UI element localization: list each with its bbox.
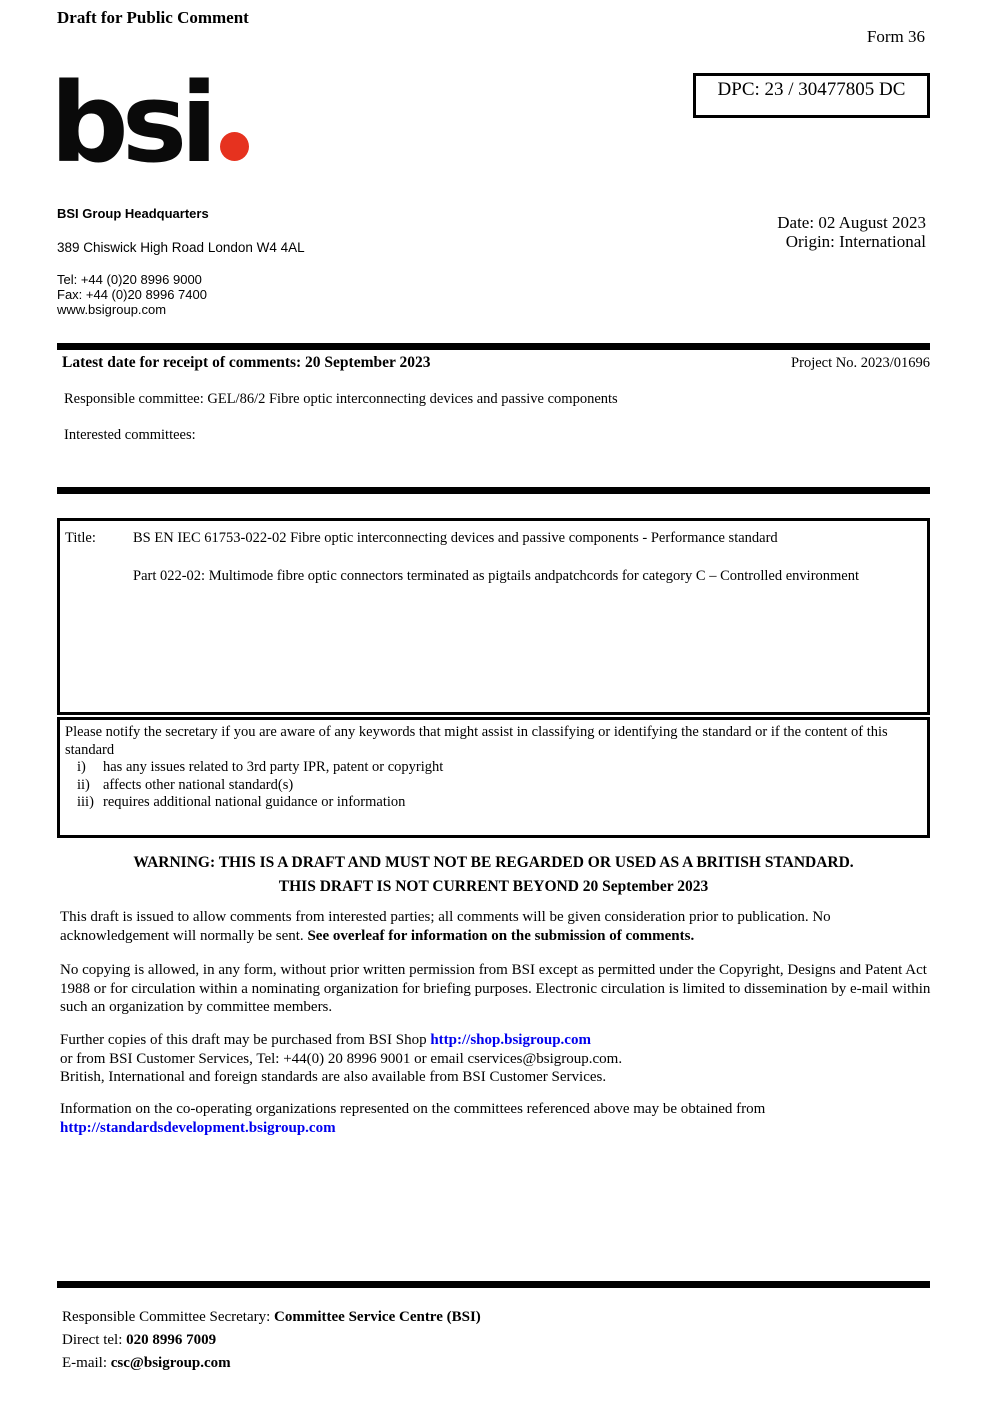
- dpc-number: DPC: 23 / 30477805 DC: [717, 79, 906, 100]
- draft-warning: [57, 851, 930, 898]
- further-copies-line: [60, 1031, 932, 1050]
- date-origin-block: [777, 213, 926, 251]
- coop-info-text: Information on the co-operating organizations represented on the committees referenced above may be obtained from: [60, 1101, 766, 1117]
- bsi-address-block: [57, 206, 305, 317]
- paragraph-draft-issued: [60, 908, 932, 945]
- draft-for-public-comment-heading: Draft for Public Comment: [57, 8, 249, 27]
- list-item: [65, 777, 921, 795]
- email-value: csc@bsigroup.com: [110, 1355, 231, 1371]
- list-item-text: requires additional national guidance or information: [103, 794, 406, 810]
- british-standards-line: British, International and foreign standards are also available from BSI Customer Services.: [60, 1069, 607, 1085]
- hq-tel: Tel: +44 (0)20 8996 9000: [57, 272, 202, 287]
- origin-line: Origin: International: [785, 232, 926, 251]
- draft-issued-text: This draft is issued to allow comments from interested parties; all comments will be given consideration prior to publication. No acknowledgement will normally be sent.: [60, 909, 831, 944]
- list-item: [65, 759, 921, 777]
- standard-part-line: Part 022-02: Multimode fibre optic connectors terminated as pigtails andpatchcords for category C – Controlled environment: [133, 568, 860, 584]
- secretary-line: [62, 1306, 481, 1329]
- list-marker: iii): [77, 794, 94, 810]
- hq-name: BSI Group Headquarters: [57, 206, 209, 221]
- list-marker: i): [77, 759, 86, 775]
- latest-date-for-comments: Latest date for receipt of comments: 20 September 2023: [62, 354, 431, 371]
- hq-street: 389 Chiswick High Road London W4 4AL: [57, 240, 305, 255]
- project-number: Project No. 2023/01696: [791, 355, 930, 371]
- form-number: Form 36: [866, 27, 925, 46]
- see-overleaf-bold-text: See overleaf for information on the submission of comments.: [307, 927, 695, 944]
- bsi-shop-link[interactable]: http://shop.bsigroup.com: [430, 1032, 591, 1048]
- footer-contact-block: [62, 1306, 481, 1375]
- title-label: Title:: [65, 530, 96, 546]
- keywords-intro: Please notify the secretary if you are aware of any keywords that might assist in classifying or identifying the standard or if the content of this standard: [65, 724, 888, 758]
- customer-services-line: or from BSI Customer Services, Tel: +44(0) 20 8996 9001 or email cservices@bsigroup.com.: [60, 1050, 623, 1067]
- warning-line-2: THIS DRAFT IS NOT CURRENT BEYOND 20 September 2023: [278, 877, 709, 895]
- secretary-label: Responsible Committee Secretary:: [62, 1309, 275, 1325]
- keywords-notify-box: [57, 717, 930, 838]
- standards-development-link[interactable]: http://standardsdevelopment.bsigroup.com: [60, 1119, 336, 1136]
- title-content: [133, 529, 859, 585]
- horizontal-rule-top: [57, 343, 930, 350]
- title-box: [57, 518, 930, 715]
- secretary-value: Committee Service Centre (BSI): [274, 1309, 481, 1325]
- title-row: [60, 521, 927, 585]
- direct-tel-line: [62, 1329, 481, 1352]
- direct-tel-label: Direct tel:: [62, 1332, 127, 1348]
- further-copies-text: Further copies of this draft may be purchased from BSI Shop: [60, 1032, 431, 1048]
- bsi-logo: [50, 59, 249, 187]
- comments-meta-section: [57, 354, 930, 444]
- dpc-number-box: [693, 73, 930, 118]
- list-item-text: affects other national standard(s): [103, 776, 294, 793]
- standard-title-line: BS EN IEC 61753-022-02 Fibre optic interconnecting devices and passive components - Performance standard: [133, 530, 778, 546]
- list-item-text: has any issues related to 3rd party IPR, patent or copyright: [103, 759, 444, 775]
- comments-meta-row: [57, 354, 930, 372]
- warning-line-1: WARNING: THIS IS A DRAFT AND MUST NOT BE REGARDED OR USED AS A BRITISH STANDARD.: [133, 854, 854, 871]
- email-label: E-mail:: [62, 1355, 111, 1371]
- responsible-committee-line: Responsible committee: GEL/86/2 Fibre optic interconnecting devices and passive components: [64, 391, 618, 407]
- paragraph-cooperating-orgs: [60, 1100, 932, 1137]
- horizontal-rule-bottom: [57, 1281, 930, 1288]
- list-item: [65, 794, 921, 812]
- date-line: Date: 02 August 2023: [777, 213, 926, 232]
- direct-tel-value: 020 8996 7009: [126, 1332, 217, 1348]
- bsi-logo-text: bsi: [50, 59, 211, 187]
- list-marker: ii): [77, 776, 90, 793]
- hq-fax: Fax: +44 (0)20 8996 7400: [57, 287, 207, 302]
- hq-website: www.bsigroup.com: [57, 302, 167, 317]
- interested-committees-line: Interested committees:: [64, 427, 196, 443]
- paragraph-no-copying: No copying is allowed, in any form, without prior written permission from BSI except as permitted under the Copyright, Designs and Patent Act 1988 or for circulation within a nominating organization for briefing purposes. Electronic circulation is limited to dissemination by e-mail within such an organization by committee members.: [60, 962, 931, 1015]
- email-line: [62, 1352, 481, 1375]
- bsi-logo-red-dot-icon: [220, 132, 249, 161]
- paragraph-further-copies: [60, 1031, 932, 1087]
- horizontal-rule-middle: [57, 487, 930, 494]
